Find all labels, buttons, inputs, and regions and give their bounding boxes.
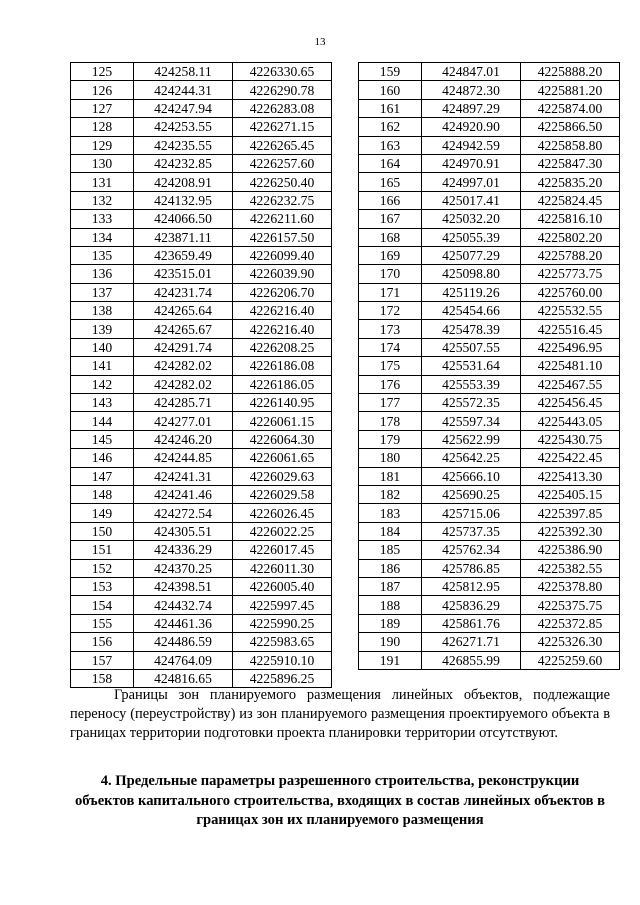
- table-row: [359, 81, 620, 99]
- table-row: [71, 246, 332, 264]
- coordinates-table-right: [358, 62, 620, 670]
- y-coordinate-cell: 4225532.55: [521, 302, 620, 320]
- y-coordinate-cell: 4226216.40: [233, 320, 332, 338]
- x-coordinate-cell: 425553.39: [422, 375, 521, 393]
- table-row: [71, 541, 332, 559]
- y-coordinate-cell: 4226290.78: [233, 81, 332, 99]
- point-number-cell: 190: [359, 633, 422, 651]
- x-coordinate-cell: 424232.85: [134, 154, 233, 172]
- table-row: [71, 430, 332, 448]
- point-number-cell: 129: [71, 136, 134, 154]
- table-row: [71, 81, 332, 99]
- y-coordinate-cell: 4225835.20: [521, 173, 620, 191]
- x-coordinate-cell: 424265.64: [134, 302, 233, 320]
- table-row: [359, 118, 620, 136]
- x-coordinate-cell: 424285.71: [134, 394, 233, 412]
- point-number-cell: 188: [359, 596, 422, 614]
- table-row: [359, 228, 620, 246]
- point-number-cell: 178: [359, 412, 422, 430]
- x-coordinate-cell: 425531.64: [422, 357, 521, 375]
- y-coordinate-cell: 4226271.15: [233, 118, 332, 136]
- x-coordinate-cell: 424336.29: [134, 541, 233, 559]
- point-number-cell: 153: [71, 577, 134, 595]
- table-row: [359, 412, 620, 430]
- table-row: [359, 63, 620, 81]
- y-coordinate-cell: 4226216.40: [233, 302, 332, 320]
- point-number-cell: 151: [71, 541, 134, 559]
- table-row: [359, 99, 620, 117]
- y-coordinate-cell: 4226250.40: [233, 173, 332, 191]
- y-coordinate-cell: 4226039.90: [233, 265, 332, 283]
- y-coordinate-cell: 4225888.20: [521, 63, 620, 81]
- table-row: [71, 449, 332, 467]
- x-coordinate-cell: 424231.74: [134, 283, 233, 301]
- y-coordinate-cell: 4225443.05: [521, 412, 620, 430]
- table-row: [359, 485, 620, 503]
- point-number-cell: 142: [71, 375, 134, 393]
- point-number-cell: 183: [359, 504, 422, 522]
- table-row: [359, 357, 620, 375]
- point-number-cell: 189: [359, 614, 422, 632]
- table-row: [359, 210, 620, 228]
- x-coordinate-cell: 424461.36: [134, 614, 233, 632]
- table-row: [359, 430, 620, 448]
- x-coordinate-cell: 425836.29: [422, 596, 521, 614]
- table-row: [359, 614, 620, 632]
- point-number-cell: 134: [71, 228, 134, 246]
- point-number-cell: 187: [359, 577, 422, 595]
- table-row: [359, 541, 620, 559]
- table-row: [359, 651, 620, 669]
- point-number-cell: 159: [359, 63, 422, 81]
- table-row: [359, 265, 620, 283]
- table-row: [359, 154, 620, 172]
- point-number-cell: 180: [359, 449, 422, 467]
- table-row: [71, 191, 332, 209]
- x-coordinate-cell: 424432.74: [134, 596, 233, 614]
- point-number-cell: 143: [71, 394, 134, 412]
- point-number-cell: 141: [71, 357, 134, 375]
- point-number-cell: 138: [71, 302, 134, 320]
- x-coordinate-cell: 425812.95: [422, 577, 521, 595]
- x-coordinate-cell: 425077.29: [422, 246, 521, 264]
- table-row: [71, 412, 332, 430]
- table-row: [359, 522, 620, 540]
- y-coordinate-cell: 4226061.65: [233, 449, 332, 467]
- y-coordinate-cell: 4226265.45: [233, 136, 332, 154]
- point-number-cell: 127: [71, 99, 134, 117]
- x-coordinate-cell: 425690.25: [422, 485, 521, 503]
- table-row: [359, 596, 620, 614]
- y-coordinate-cell: 4225858.80: [521, 136, 620, 154]
- x-coordinate-cell: 424132.95: [134, 191, 233, 209]
- x-coordinate-cell: 424241.31: [134, 467, 233, 485]
- table-row: [359, 559, 620, 577]
- y-coordinate-cell: 4225990.25: [233, 614, 332, 632]
- y-coordinate-cell: 4225405.15: [521, 485, 620, 503]
- y-coordinate-cell: 4225326.30: [521, 633, 620, 651]
- point-number-cell: 126: [71, 81, 134, 99]
- x-coordinate-cell: 425737.35: [422, 522, 521, 540]
- page-number: 13: [314, 36, 326, 48]
- y-coordinate-cell: 4226157.50: [233, 228, 332, 246]
- table-row: [71, 522, 332, 540]
- point-number-cell: 157: [71, 651, 134, 669]
- point-number-cell: 135: [71, 246, 134, 264]
- table-row: [71, 559, 332, 577]
- point-number-cell: 174: [359, 338, 422, 356]
- point-number-cell: 160: [359, 81, 422, 99]
- x-coordinate-cell: 424847.01: [422, 63, 521, 81]
- x-coordinate-cell: 424942.59: [422, 136, 521, 154]
- table-row: [71, 338, 332, 356]
- point-number-cell: 150: [71, 522, 134, 540]
- x-coordinate-cell: 424246.20: [134, 430, 233, 448]
- y-coordinate-cell: 4226017.45: [233, 541, 332, 559]
- table-row: [71, 467, 332, 485]
- x-coordinate-cell: 425017.41: [422, 191, 521, 209]
- x-coordinate-cell: 424235.55: [134, 136, 233, 154]
- point-number-cell: 165: [359, 173, 422, 191]
- section-heading: 4. Предельные параметры разрешенного строительства, реконструкции объектов капитального строительства, входящих в состав линейных объектов в границах зон их планируемого размещения: [74, 773, 606, 828]
- table-row: [359, 394, 620, 412]
- x-coordinate-cell: 424764.09: [134, 651, 233, 669]
- point-number-cell: 147: [71, 467, 134, 485]
- x-coordinate-cell: 424258.11: [134, 63, 233, 81]
- x-coordinate-cell: 424970.91: [422, 154, 521, 172]
- y-coordinate-cell: 4225375.75: [521, 596, 620, 614]
- table-row: [71, 651, 332, 669]
- y-coordinate-cell: 4226283.08: [233, 99, 332, 117]
- x-coordinate-cell: 425597.34: [422, 412, 521, 430]
- point-number-cell: 185: [359, 541, 422, 559]
- table-row: [71, 375, 332, 393]
- x-coordinate-cell: 425032.20: [422, 210, 521, 228]
- x-coordinate-cell: 426271.71: [422, 633, 521, 651]
- point-number-cell: 152: [71, 559, 134, 577]
- x-coordinate-cell: 425666.10: [422, 467, 521, 485]
- x-coordinate-cell: 424872.30: [422, 81, 521, 99]
- table-row: [71, 577, 332, 595]
- table-row: [71, 394, 332, 412]
- table-row: [359, 577, 620, 595]
- y-coordinate-cell: 4226186.05: [233, 375, 332, 393]
- y-coordinate-cell: 4226330.65: [233, 63, 332, 81]
- x-coordinate-cell: 424244.31: [134, 81, 233, 99]
- y-coordinate-cell: 4226029.58: [233, 485, 332, 503]
- table-row: [71, 63, 332, 81]
- table-row: [71, 485, 332, 503]
- y-coordinate-cell: 4225910.10: [233, 651, 332, 669]
- y-coordinate-cell: 4226206.70: [233, 283, 332, 301]
- y-coordinate-cell: 4225866.50: [521, 118, 620, 136]
- y-coordinate-cell: 4225516.45: [521, 320, 620, 338]
- y-coordinate-cell: 4225392.30: [521, 522, 620, 540]
- x-coordinate-cell: 424305.51: [134, 522, 233, 540]
- x-coordinate-cell: 426855.99: [422, 651, 521, 669]
- y-coordinate-cell: 4225467.55: [521, 375, 620, 393]
- point-number-cell: 133: [71, 210, 134, 228]
- y-coordinate-cell: 4226064.30: [233, 430, 332, 448]
- x-coordinate-cell: 425572.35: [422, 394, 521, 412]
- y-coordinate-cell: 4225496.95: [521, 338, 620, 356]
- x-coordinate-cell: 425507.55: [422, 338, 521, 356]
- table-row: [71, 118, 332, 136]
- x-coordinate-cell: 424066.50: [134, 210, 233, 228]
- table-row: [71, 154, 332, 172]
- y-coordinate-cell: 4226211.60: [233, 210, 332, 228]
- y-coordinate-cell: 4225847.30: [521, 154, 620, 172]
- y-coordinate-cell: 4225824.45: [521, 191, 620, 209]
- x-coordinate-cell: 425861.76: [422, 614, 521, 632]
- x-coordinate-cell: 425622.99: [422, 430, 521, 448]
- x-coordinate-cell: 425454.66: [422, 302, 521, 320]
- y-coordinate-cell: 4226022.25: [233, 522, 332, 540]
- x-coordinate-cell: 424997.01: [422, 173, 521, 191]
- x-coordinate-cell: 424241.46: [134, 485, 233, 503]
- x-coordinate-cell: 425119.26: [422, 283, 521, 301]
- y-coordinate-cell: 4225422.45: [521, 449, 620, 467]
- y-coordinate-cell: 4225481.10: [521, 357, 620, 375]
- x-coordinate-cell: 424897.29: [422, 99, 521, 117]
- point-number-cell: 140: [71, 338, 134, 356]
- y-coordinate-cell: 4226099.40: [233, 246, 332, 264]
- table-row: [71, 320, 332, 338]
- table-row: [71, 357, 332, 375]
- y-coordinate-cell: 4226257.60: [233, 154, 332, 172]
- point-number-cell: 172: [359, 302, 422, 320]
- point-number-cell: 155: [71, 614, 134, 632]
- x-coordinate-cell: 425715.06: [422, 504, 521, 522]
- y-coordinate-cell: 4225413.30: [521, 467, 620, 485]
- table-row: [71, 283, 332, 301]
- point-number-cell: 144: [71, 412, 134, 430]
- point-number-cell: 139: [71, 320, 134, 338]
- y-coordinate-cell: 4225397.85: [521, 504, 620, 522]
- table-row: [359, 302, 620, 320]
- y-coordinate-cell: 4226140.95: [233, 394, 332, 412]
- y-coordinate-cell: 4226029.63: [233, 467, 332, 485]
- table-row: [359, 246, 620, 264]
- point-number-cell: 136: [71, 265, 134, 283]
- point-number-cell: 181: [359, 467, 422, 485]
- table-row: [71, 228, 332, 246]
- point-number-cell: 173: [359, 320, 422, 338]
- x-coordinate-cell: 423871.11: [134, 228, 233, 246]
- point-number-cell: 191: [359, 651, 422, 669]
- table-row: [71, 633, 332, 651]
- table-row: [359, 283, 620, 301]
- y-coordinate-cell: 4225760.00: [521, 283, 620, 301]
- y-coordinate-cell: 4226061.15: [233, 412, 332, 430]
- y-coordinate-cell: 4225382.55: [521, 559, 620, 577]
- body-paragraph: Границы зон планируемого размещения линейных объектов, подлежащие переносу (переустройству) из зон планируемого размещения проектируемого объекта в границах территории подготовки проекта планировки территории отсутствуют.: [70, 687, 610, 742]
- y-coordinate-cell: 4225788.20: [521, 246, 620, 264]
- x-coordinate-cell: 424247.94: [134, 99, 233, 117]
- point-number-cell: 156: [71, 633, 134, 651]
- y-coordinate-cell: 4226005.40: [233, 577, 332, 595]
- table-row: [359, 504, 620, 522]
- point-number-cell: 161: [359, 99, 422, 117]
- y-coordinate-cell: 4226208.25: [233, 338, 332, 356]
- point-number-cell: 175: [359, 357, 422, 375]
- point-number-cell: 171: [359, 283, 422, 301]
- point-number-cell: 132: [71, 191, 134, 209]
- table-row: [71, 614, 332, 632]
- table-row: [359, 320, 620, 338]
- table-row: [359, 467, 620, 485]
- x-coordinate-cell: 424486.59: [134, 633, 233, 651]
- y-coordinate-cell: 4225983.65: [233, 633, 332, 651]
- y-coordinate-cell: 4225378.80: [521, 577, 620, 595]
- point-number-cell: 163: [359, 136, 422, 154]
- y-coordinate-cell: 4225802.20: [521, 228, 620, 246]
- y-coordinate-cell: 4225259.60: [521, 651, 620, 669]
- x-coordinate-cell: 424265.67: [134, 320, 233, 338]
- table-row: [359, 136, 620, 154]
- x-coordinate-cell: 424816.65: [134, 669, 233, 687]
- point-number-cell: 182: [359, 485, 422, 503]
- point-number-cell: 128: [71, 118, 134, 136]
- point-number-cell: 148: [71, 485, 134, 503]
- y-coordinate-cell: 4226026.45: [233, 504, 332, 522]
- x-coordinate-cell: 424208.91: [134, 173, 233, 191]
- y-coordinate-cell: 4225386.90: [521, 541, 620, 559]
- x-coordinate-cell: 424272.54: [134, 504, 233, 522]
- point-number-cell: 154: [71, 596, 134, 614]
- table-row: [71, 136, 332, 154]
- y-coordinate-cell: 4226011.30: [233, 559, 332, 577]
- table-row: [71, 173, 332, 191]
- table-row: [359, 191, 620, 209]
- table-row: [359, 338, 620, 356]
- coordinates-table-left: [70, 62, 332, 688]
- table-row: [71, 302, 332, 320]
- x-coordinate-cell: 424277.01: [134, 412, 233, 430]
- y-coordinate-cell: 4225456.45: [521, 394, 620, 412]
- y-coordinate-cell: 4225874.00: [521, 99, 620, 117]
- x-coordinate-cell: 423659.49: [134, 246, 233, 264]
- x-coordinate-cell: 424253.55: [134, 118, 233, 136]
- x-coordinate-cell: 424291.74: [134, 338, 233, 356]
- x-coordinate-cell: 425762.34: [422, 541, 521, 559]
- point-number-cell: 145: [71, 430, 134, 448]
- point-number-cell: 164: [359, 154, 422, 172]
- x-coordinate-cell: 423515.01: [134, 265, 233, 283]
- point-number-cell: 169: [359, 246, 422, 264]
- table-row: [359, 173, 620, 191]
- x-coordinate-cell: 424370.25: [134, 559, 233, 577]
- point-number-cell: 131: [71, 173, 134, 191]
- x-coordinate-cell: 425786.85: [422, 559, 521, 577]
- y-coordinate-cell: 4225430.75: [521, 430, 620, 448]
- point-number-cell: 167: [359, 210, 422, 228]
- point-number-cell: 177: [359, 394, 422, 412]
- y-coordinate-cell: 4225816.10: [521, 210, 620, 228]
- point-number-cell: 137: [71, 283, 134, 301]
- point-number-cell: 125: [71, 63, 134, 81]
- y-coordinate-cell: 4225773.75: [521, 265, 620, 283]
- table-row: [71, 210, 332, 228]
- y-coordinate-cell: 4225997.45: [233, 596, 332, 614]
- y-coordinate-cell: 4226186.08: [233, 357, 332, 375]
- point-number-cell: 170: [359, 265, 422, 283]
- x-coordinate-cell: 424244.85: [134, 449, 233, 467]
- x-coordinate-cell: 425478.39: [422, 320, 521, 338]
- table-row: [71, 265, 332, 283]
- point-number-cell: 179: [359, 430, 422, 448]
- y-coordinate-cell: 4225896.25: [233, 669, 332, 687]
- point-number-cell: 130: [71, 154, 134, 172]
- y-coordinate-cell: 4225881.20: [521, 81, 620, 99]
- y-coordinate-cell: 4226232.75: [233, 191, 332, 209]
- table-row: [71, 99, 332, 117]
- x-coordinate-cell: 424398.51: [134, 577, 233, 595]
- x-coordinate-cell: 424282.02: [134, 357, 233, 375]
- point-number-cell: 146: [71, 449, 134, 467]
- y-coordinate-cell: 4225372.85: [521, 614, 620, 632]
- point-number-cell: 184: [359, 522, 422, 540]
- point-number-cell: 186: [359, 559, 422, 577]
- point-number-cell: 176: [359, 375, 422, 393]
- table-row: [359, 375, 620, 393]
- point-number-cell: 168: [359, 228, 422, 246]
- point-number-cell: 162: [359, 118, 422, 136]
- table-row: [359, 449, 620, 467]
- x-coordinate-cell: 425055.39: [422, 228, 521, 246]
- x-coordinate-cell: 425642.25: [422, 449, 521, 467]
- table-row: [359, 633, 620, 651]
- table-row: [71, 504, 332, 522]
- x-coordinate-cell: 424282.02: [134, 375, 233, 393]
- table-row: [71, 596, 332, 614]
- x-coordinate-cell: 424920.90: [422, 118, 521, 136]
- point-number-cell: 149: [71, 504, 134, 522]
- x-coordinate-cell: 425098.80: [422, 265, 521, 283]
- point-number-cell: 166: [359, 191, 422, 209]
- point-number-cell: 158: [71, 669, 134, 687]
